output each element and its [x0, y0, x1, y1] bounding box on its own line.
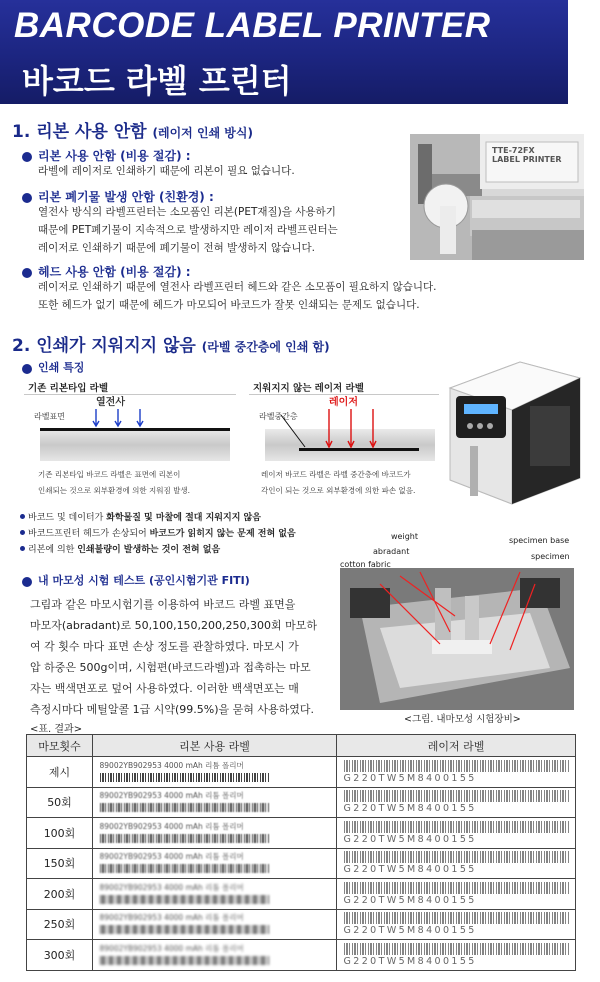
- laser-barcode: [344, 851, 569, 875]
- abradant-label: abradant: [373, 547, 410, 556]
- abrasion-tester-photo: [340, 568, 574, 710]
- cotton-fabric-label: cotton fabric: [340, 560, 391, 569]
- ribbon-label-cell: [93, 787, 337, 818]
- laser-label-cell: [337, 787, 576, 818]
- barcode-bars-icon: [344, 790, 569, 802]
- laser-barcode-text: G220TW5M8400155: [343, 833, 477, 845]
- bullet-icon: [22, 268, 32, 278]
- header-count: 마모횟수: [27, 735, 93, 757]
- barcode-bars-icon: [344, 943, 569, 955]
- item2-line3: 레이저로 인쇄하기 때문에 폐기물이 전혀 발생하지 않습니다.: [38, 242, 315, 254]
- printer-model-label: TTE-72FX LABEL PRINTER: [492, 146, 562, 164]
- laser-text: 레이저: [329, 397, 358, 408]
- bullet-icon: [20, 546, 25, 551]
- item3-title: 헤드 사용 안함 (비용 절감) :: [38, 265, 191, 279]
- table-row: [27, 757, 576, 788]
- barcode-bars-icon: [344, 882, 569, 894]
- item3-line1: 레이저로 인쇄하기 때문에 열전사 라벨프린터 헤드와 같은 소모품이 필요하지 않습니다.: [38, 281, 437, 293]
- row-count: 50회: [27, 787, 93, 818]
- right-diagram-caption: 지워지지 않는 레이저 라벨: [253, 383, 364, 394]
- feature-title: 인쇄 특징: [38, 361, 85, 374]
- barcode-bars-icon: [100, 834, 270, 843]
- item1-line1: 라벨에 레이저로 인쇄하기 때문에 리본이 필요 없습니다.: [38, 165, 295, 177]
- ribbon-barcode-text: 89002YB902953 4000 mAh 리튬 폴리머: [99, 791, 244, 801]
- ribbon-barcode: [100, 943, 330, 967]
- item1-title: 리본 사용 안함 (비용 절감) :: [38, 149, 191, 163]
- bullet-icon: [22, 152, 32, 162]
- laser-barcode-text: G220TW5M8400155: [343, 772, 477, 784]
- header-ribbon: 리본 사용 라벨: [93, 735, 337, 757]
- table-row: [27, 909, 576, 940]
- label-middle-text: 라벨중간층: [259, 412, 298, 421]
- ribbon-label-cell: [93, 909, 337, 940]
- test-line-2: 마모자(abradant)로 50,100,150,200,250,300회 마모하: [30, 619, 318, 632]
- bullet-icon: [22, 364, 32, 374]
- laser-barcode: [344, 821, 569, 845]
- left-diagram-text1: 기존 리본타입 바코드 라벨은 표면에 리본이: [38, 470, 181, 479]
- barcode-bars-icon: [100, 773, 270, 782]
- laser-barcode-text: G220TW5M8400155: [343, 955, 477, 967]
- item2-title: 리본 폐기물 발생 안함 (친환경) :: [38, 190, 214, 204]
- arrows-icon: [90, 409, 150, 429]
- laser-label-cell: [337, 940, 576, 971]
- barcode-bars-icon: [100, 925, 270, 934]
- ribbon-barcode: [100, 821, 330, 845]
- left-diagram: [24, 394, 236, 506]
- laser-barcode: [344, 760, 569, 784]
- row-count: 300회: [27, 940, 93, 971]
- ribbon-label-cell: [93, 940, 337, 971]
- laser-label-cell: [337, 848, 576, 879]
- laser-barcode: [344, 912, 569, 936]
- thermal-transfer-text: 열전사: [96, 397, 125, 408]
- item2-line1: 열전사 방식의 라벨프린터는 소모품인 리본(PET재질)을 사용하기: [38, 206, 336, 218]
- laser-barcode: [344, 790, 569, 814]
- ribbon-barcode-text: 89002YB902953 4000 mAh 리튬 폴리머: [99, 882, 244, 892]
- section2-title: 2. 인쇄가 지워지지 않음 (라벨 중간층에 인쇄 함): [12, 336, 330, 356]
- ribbon-barcode: [100, 882, 330, 906]
- barcode-bars-icon: [100, 803, 270, 812]
- table-row: [27, 787, 576, 818]
- right-diagram: [249, 394, 439, 506]
- point-1: 바코드 및 데이터가 화학물질 및 마찰에 절대 지워지지 않음: [28, 513, 261, 523]
- point-3: 리본에 의한 인쇄불량이 발생하는 것이 전혀 없음: [28, 545, 221, 555]
- right-diagram-text2: 각인이 되는 것으로 외부환경에 의한 파손 없음.: [261, 486, 416, 495]
- printer-photo: [440, 348, 588, 506]
- laser-barcode-text: G220TW5M8400155: [343, 803, 477, 815]
- weight-label: weight: [391, 532, 418, 541]
- table-row: [27, 848, 576, 879]
- test-line-1: 그림과 같은 마모시험기를 이용하여 바코드 라벨 표면을: [30, 598, 296, 611]
- barcode-bars-icon: [100, 895, 270, 904]
- row-count: 150회: [27, 848, 93, 879]
- barcode-bars-icon: [344, 760, 569, 772]
- test-line-6: 측정시마다 메틸알콜 1급 시약(99.5%)을 묻혀 사용하였다.: [30, 703, 315, 716]
- barcode-bars-icon: [344, 821, 569, 833]
- ribbon-label-cell: [93, 757, 337, 788]
- barcode-bars-icon: [344, 912, 569, 924]
- left-diagram-text2: 인쇄되는 것으로 외부환경에 의한 지워짐 발생.: [38, 486, 190, 495]
- bullet-icon: [20, 530, 25, 535]
- table-row: [27, 879, 576, 910]
- ribbon-barcode-text: 89002YB902953 4000 mAh 리튬 폴리머: [99, 913, 244, 923]
- table-row: [27, 818, 576, 849]
- specimen-label: specimen: [531, 552, 570, 561]
- barcode-bars-icon: [344, 851, 569, 863]
- item2-line2: 때문에 PET폐기물이 지속적으로 발생하지만 레이저 라벨프린터는: [38, 224, 338, 236]
- laser-label-cell: [337, 879, 576, 910]
- item3-line2: 또한 헤드가 없기 때문에 헤드가 마모되어 바코드가 잘못 인쇄되는 문제도 없습니다.: [38, 299, 420, 311]
- section1-title: 1. 리본 사용 안함 (레이저 인쇄 방식): [12, 122, 253, 142]
- row-count: 200회: [27, 879, 93, 910]
- ribbon-barcode: [100, 790, 330, 814]
- header-banner: [0, 0, 568, 104]
- table-row: [27, 940, 576, 971]
- laser-barcode-text: G220TW5M8400155: [343, 864, 477, 876]
- row-count: 제시: [27, 757, 93, 788]
- barcode-bars-icon: [100, 956, 270, 965]
- ribbon-barcode-text: 89002YB902953 4000 mAh 리튬 폴리머: [99, 821, 244, 831]
- header-title-en: BARCODE LABEL PRINTER: [14, 6, 491, 45]
- header-laser: 레이저 라벨: [337, 735, 576, 757]
- right-diagram-text1: 레이저 바코드 라벨은 라벨 중간층에 바코드가: [261, 470, 411, 479]
- label-layer: [40, 429, 230, 461]
- test-title: 내 마모성 시험 테스트 (공인시험기관 FITI): [38, 574, 250, 587]
- laser-barcode-text: G220TW5M8400155: [343, 894, 477, 906]
- header-title-ko: 바코드 라벨 프린터: [22, 62, 292, 100]
- bullet-icon: [20, 514, 25, 519]
- barcode-bars-icon: [100, 864, 270, 873]
- table-title: <표. 결과>: [30, 724, 83, 735]
- ribbon-barcode-text: 89002YB902953 4000 mAh 리튬 폴리머: [99, 760, 244, 770]
- ribbon-barcode-text: 89002YB902953 4000 mAh 리튬 폴리머: [99, 852, 244, 862]
- test-line-3: 여 각 횟수 마다 표면 손상 정도를 관찰하였다. 마모시 가: [30, 640, 299, 653]
- laser-arrows-icon: [323, 409, 383, 449]
- laser-barcode: [344, 943, 569, 967]
- label-surface-text: 라벨표면: [34, 412, 65, 421]
- ribbon-label-cell: [93, 848, 337, 879]
- left-diagram-caption: 기존 리본타입 라벨: [28, 383, 109, 394]
- ribbon-barcode: [100, 760, 330, 784]
- test-line-5: 자는 백색면포로 덮어 사용하였다. 이러한 백색면포는 매: [30, 682, 299, 695]
- laser-label-cell: [337, 757, 576, 788]
- laser-barcode-text: G220TW5M8400155: [343, 925, 477, 937]
- bullet-icon: [22, 193, 32, 203]
- printer-closeup-photo: [410, 134, 584, 260]
- laser-label-cell: [337, 818, 576, 849]
- specimen-base-label: specimen base: [509, 536, 570, 545]
- bullet-icon: [22, 577, 32, 587]
- results-table: [26, 734, 576, 971]
- ribbon-barcode: [100, 851, 330, 875]
- ribbon-barcode: [100, 912, 330, 936]
- ribbon-barcode-text: 89002YB902953 4000 mAh 리튬 폴리머: [99, 943, 244, 953]
- pointer-line: [279, 413, 309, 449]
- photo-caption: <그림. 내마모성 시험장비>: [404, 714, 521, 725]
- row-count: 100회: [27, 818, 93, 849]
- ribbon-label-cell: [93, 879, 337, 910]
- laser-barcode: [344, 882, 569, 906]
- point-2: 바코드프린터 헤드가 손상되어 바코드가 읽히지 않는 문제 전혀 없음: [28, 529, 296, 539]
- test-line-4: 압 하중은 500g이며, 시험편(바코드라벨)과 접촉하는 마모: [30, 661, 311, 674]
- laser-label-cell: [337, 909, 576, 940]
- row-count: 250회: [27, 909, 93, 940]
- ribbon-label-cell: [93, 818, 337, 849]
